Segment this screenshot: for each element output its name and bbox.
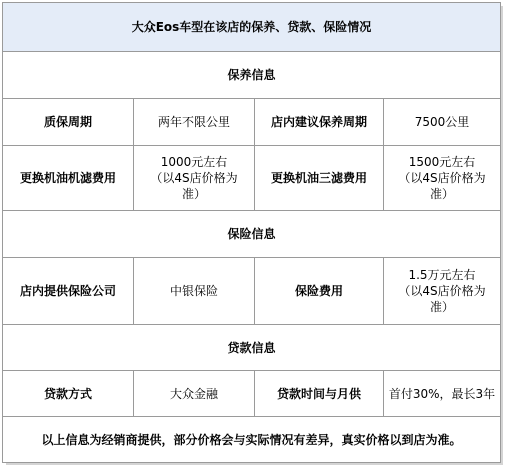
three-filter-value — [384, 146, 501, 211]
footnote-row — [3, 417, 501, 463]
oil-filter-label: 更换机油机滤费用 — [3, 146, 134, 211]
dealer-info-table — [2, 2, 501, 463]
interval-value: 7500公里 — [384, 99, 501, 146]
insurance-company-label: 店内提供保险公司 — [3, 258, 134, 325]
loan-header-row — [3, 325, 501, 371]
insurance-company-value: 中银保险 — [134, 258, 255, 325]
loan-term-label: 贷款时间与月供 — [255, 371, 384, 417]
interval-label: 店内建议保养周期 — [255, 99, 384, 146]
table-title: 大众Eos车型在该店的保养、贷款、保险情况 — [3, 3, 501, 52]
loan-row — [3, 371, 501, 417]
footnote-text: 以上信息为经销商提供，部分价格会与实际情况有差异，真实价格以到店为准。 — [3, 417, 501, 463]
oil-filter-value — [134, 146, 255, 211]
three-filter-value-line-2: （以4S店价格为 — [398, 171, 486, 185]
loan-section-header: 贷款信息 — [3, 325, 501, 371]
maintenance-row-1 — [3, 99, 501, 146]
title-row — [3, 3, 501, 52]
maintenance-section-header: 保养信息 — [3, 52, 501, 99]
warranty-value: 两年不限公里 — [134, 99, 255, 146]
three-filter-label: 更换机油三滤费用 — [255, 146, 384, 211]
oil-filter-value-line-2: （以4S店价格为 — [150, 171, 238, 185]
insurance-section-header: 保险信息 — [3, 211, 501, 258]
loan-method-label: 贷款方式 — [3, 371, 134, 417]
warranty-label: 质保周期 — [3, 99, 134, 146]
maintenance-row-2 — [3, 146, 501, 211]
maintenance-header-row — [3, 52, 501, 99]
insurance-fee-value-line-2: （以4S店价格为 — [398, 284, 486, 298]
three-filter-value-line-3: 准） — [430, 187, 455, 201]
insurance-fee-value — [384, 258, 501, 325]
oil-filter-value-line-1: 1000元左右 — [160, 155, 228, 169]
three-filter-value-line-1: 1500元左右 — [408, 155, 476, 169]
loan-method-value: 大众金融 — [134, 371, 255, 417]
insurance-fee-label: 保险费用 — [255, 258, 384, 325]
insurance-fee-value-line-3: 准） — [430, 300, 455, 314]
insurance-fee-value-line-1: 1.5万元左右 — [408, 268, 476, 282]
oil-filter-value-line-3: 准） — [181, 187, 206, 201]
insurance-row — [3, 258, 501, 325]
loan-term-value: 首付30%，最长3年 — [384, 371, 501, 417]
insurance-header-row — [3, 211, 501, 258]
